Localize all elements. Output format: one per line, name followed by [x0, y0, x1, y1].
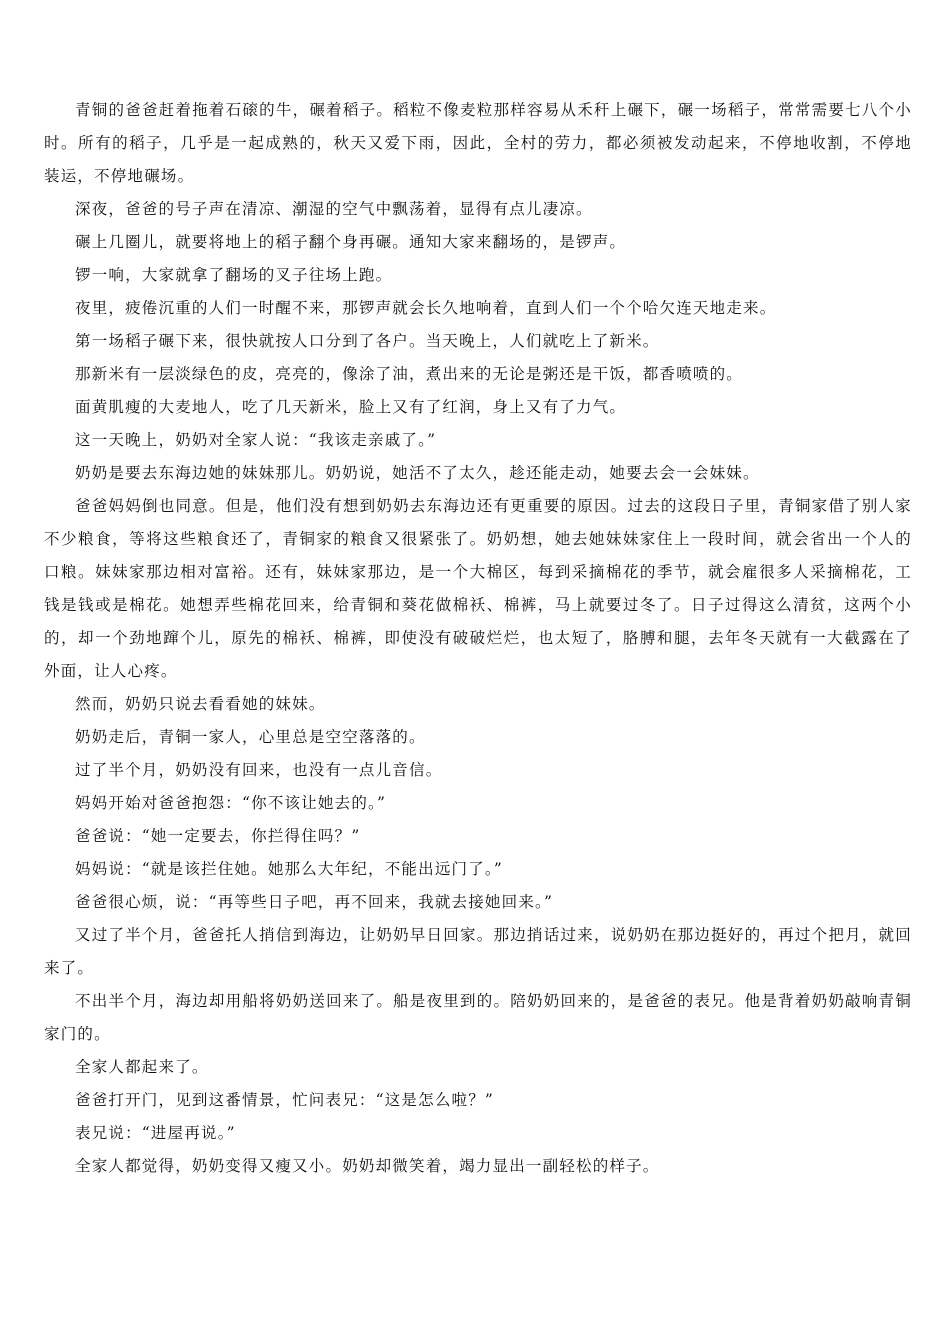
- paragraph: 夜里，疲倦沉重的人们一时醒不来，那锣声就会长久地响着，直到人们一个个哈欠连天地走来。: [75, 299, 777, 317]
- paragraph: 过了半个月，奶奶没有回来，也没有一点儿音信。: [75, 761, 443, 779]
- paragraph: 爸爸妈妈倒也同意。但是，他们没有想到奶奶去东海边还有更重要的原因。过去的这段日子里，青铜家借了别人家不少粮食，等将这些粮食还了，青铜家的粮食又很紧张了。奶奶想，她去她妹妹家住上一段时间，就会省出一个人的口粮。妹妹家那边相对富裕。还有，妹妹家那边，是一个大棉区，每到采摘棉花的季节，就会雇很多人采摘棉花，工钱是钱或是棉花。她想弄些棉花回来，给青铜和葵花做棉袄、棉裤，马上就要过冬了。日子过得这么清贫，这两个小的，却一个劲地蹿个儿，原先的棉袄、棉裤，即使没有破破烂烂，也太短了，胳膊和腿，去年冬天就有一大截露在了外面，让人心疼。: [44, 497, 912, 680]
- paragraph: 锣一响，大家就拿了翻场的叉子往场上跑。: [75, 266, 393, 284]
- paragraph: 妈妈开始对爸爸抱怨：“你不该让她去的。”: [75, 794, 387, 812]
- paragraph: 奶奶是要去东海边她的妹妹那儿。奶奶说，她活不了太久，趁还能走动，她要去会一会妹妹。: [75, 464, 760, 482]
- paragraph: 爸爸打开门，见到这番情景，忙问表兄：“这是怎么啦？”: [75, 1091, 495, 1109]
- paragraph: 深夜，爸爸的号子声在清凉、潮湿的空气中飘荡着，显得有点儿凄凉。: [75, 200, 593, 218]
- document-body: [44, 94, 912, 1183]
- paragraph: 不出半个月，海边却用船将奶奶送回来了。船是夜里到的。陪奶奶回来的，是爸爸的表兄。他是背着奶奶敲响青铜家门的。: [44, 992, 912, 1043]
- paragraph: 奶奶走后，青铜一家人，心里总是空空落落的。: [75, 728, 426, 746]
- paragraph: 那新米有一层淡绿色的皮，亮亮的，像涂了油，煮出来的无论是粥还是干饭，都香喷喷的。: [75, 365, 744, 383]
- paragraph: 表兄说：“进屋再说。”: [75, 1124, 236, 1142]
- paragraph: 又过了半个月，爸爸托人捎信到海边，让奶奶早日回家。那边捎话过来，说奶奶在那边挺好的，再过个把月，就回来了。: [44, 926, 912, 977]
- paragraph: 全家人都起来了。: [75, 1058, 209, 1076]
- paragraph: 面黄肌瘦的大麦地人，吃了几天新米，脸上又有了红润，身上又有了力气。: [75, 398, 627, 416]
- paragraph: 碾上几圈儿，就要将地上的稻子翻个身再碾。通知大家来翻场的，是锣声。: [75, 233, 627, 251]
- paragraph: 然而，奶奶只说去看看她的妹妹。: [75, 695, 326, 713]
- paragraph: 妈妈说：“就是该拦住她。她那么大年纪，不能出远门了。”: [75, 860, 503, 878]
- paragraph: 全家人都觉得，奶奶变得又瘦又小。奶奶却微笑着，竭力显出一副轻松的样子。: [75, 1157, 660, 1175]
- paragraph: 青铜的爸爸赶着拖着石磙的牛，碾着稻子。稻粒不像麦粒那样容易从禾秆上碾下，碾一场稻子，常常需要七八个小时。所有的稻子，几乎是一起成熟的，秋天又爱下雨，因此，全村的劳力，都必须被发动起来，不停地收割，不停地装运，不停地碾场。: [44, 101, 912, 185]
- paragraph: 第一场稻子碾下来，很快就按人口分到了各户。当天晚上，人们就吃上了新米。: [75, 332, 660, 350]
- paragraph: 爸爸很心烦，说：“再等些日子吧，再不回来，我就去接她回来。”: [75, 893, 554, 911]
- paragraph: 爸爸说：“她一定要去，你拦得住吗？”: [75, 827, 361, 845]
- paragraph: 这一天晚上，奶奶对全家人说：“我该走亲戚了。”: [75, 431, 437, 449]
